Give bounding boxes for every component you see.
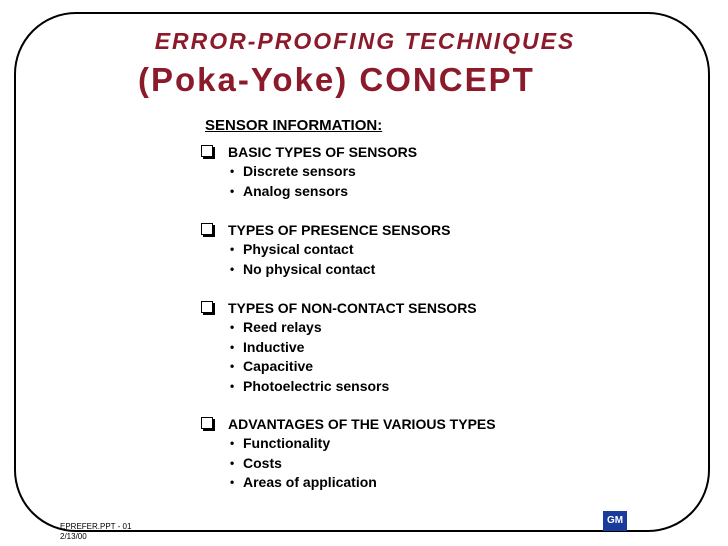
list-item bbox=[201, 473, 496, 493]
slide-title-line2: (Poka-Yoke) CONCEPT bbox=[138, 61, 535, 98]
slide-title-line1: ERROR-PROOFING TECHNIQUES bbox=[154, 28, 576, 54]
list-item bbox=[201, 260, 451, 280]
group-basic-types bbox=[201, 142, 417, 201]
checkbox-icon bbox=[201, 301, 214, 314]
list-item bbox=[201, 240, 451, 260]
group-title-text: ADVANTAGES OF THE VARIOUS TYPES bbox=[228, 416, 496, 432]
gm-logo: GM bbox=[603, 511, 627, 531]
list-item-text: Functionality bbox=[243, 435, 331, 451]
checkbox-icon bbox=[201, 145, 214, 158]
list-item-text: Costs bbox=[243, 454, 282, 471]
group-advantages bbox=[201, 414, 496, 493]
list-item bbox=[201, 377, 477, 397]
list-item-text: Physical contact bbox=[243, 241, 354, 257]
footer-filename: EPREFER.PPT - 01 bbox=[60, 522, 132, 531]
bullet-icon: • bbox=[230, 164, 235, 178]
bullet-icon: • bbox=[230, 183, 235, 198]
list-item bbox=[201, 318, 477, 338]
group-title bbox=[201, 414, 496, 434]
list-item-text: Analog sensors bbox=[243, 182, 349, 199]
bullet-icon: • bbox=[230, 261, 235, 276]
section-header: SENSOR INFORMATION: bbox=[205, 117, 383, 134]
group-title-text: TYPES OF NON-CONTACT SENSORS bbox=[228, 300, 477, 316]
list-item bbox=[201, 338, 477, 358]
bullet-icon: • bbox=[230, 339, 235, 354]
group-title-text: BASIC TYPES OF SENSORS bbox=[228, 144, 418, 160]
list-item-text: Photoelectric sensors bbox=[243, 377, 390, 394]
checkbox-icon bbox=[201, 417, 214, 430]
list-item-text: Areas of application bbox=[243, 474, 377, 490]
group-presence-sensors bbox=[201, 220, 451, 279]
group-title bbox=[201, 142, 417, 162]
bullet-icon: • bbox=[230, 378, 235, 393]
bullet-icon: • bbox=[230, 320, 235, 334]
bullet-icon: • bbox=[230, 475, 235, 489]
list-item bbox=[201, 182, 417, 202]
group-title-text: TYPES OF PRESENCE SENSORS bbox=[228, 222, 451, 238]
bullet-icon: • bbox=[230, 455, 235, 470]
list-item-text: Inductive bbox=[243, 338, 305, 355]
footer-date: 2/13/00 bbox=[60, 532, 87, 541]
list-item-text: Reed relays bbox=[243, 319, 322, 335]
footer bbox=[60, 522, 131, 542]
bullet-icon: • bbox=[230, 436, 235, 450]
list-item-text: No physical contact bbox=[243, 260, 376, 277]
bullet-icon: • bbox=[230, 359, 235, 373]
group-non-contact-sensors bbox=[201, 298, 477, 396]
list-item bbox=[201, 454, 496, 474]
group-title bbox=[201, 220, 451, 240]
list-item-text: Capacitive bbox=[243, 358, 314, 374]
group-title bbox=[201, 298, 477, 318]
checkbox-icon bbox=[201, 223, 214, 236]
list-item bbox=[201, 357, 477, 377]
list-item bbox=[201, 434, 496, 454]
list-item bbox=[201, 162, 417, 182]
list-item-text: Discrete sensors bbox=[243, 163, 356, 179]
bullet-icon: • bbox=[230, 242, 235, 256]
